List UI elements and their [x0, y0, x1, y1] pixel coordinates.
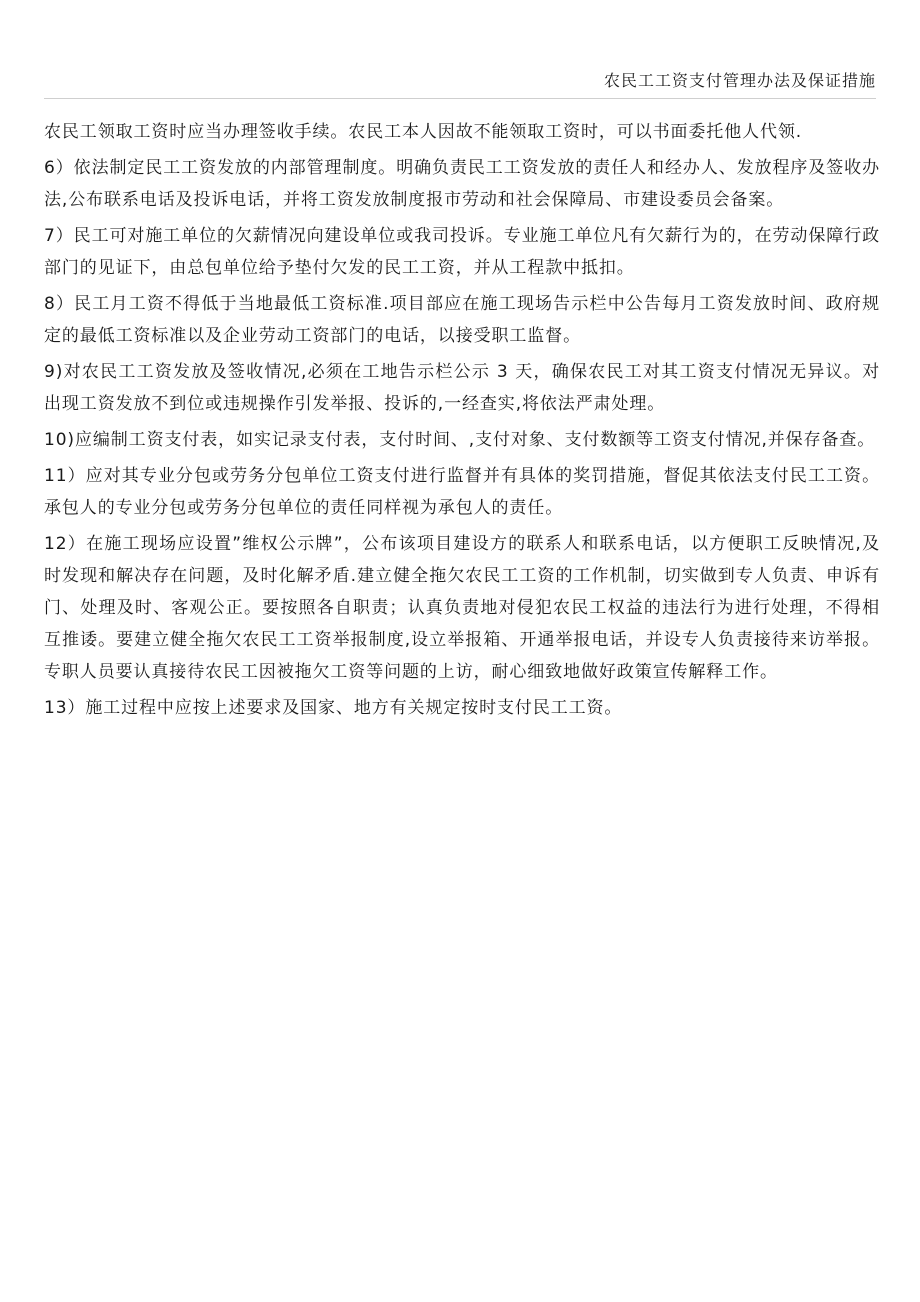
document-header-title: 农民工工资支付管理办法及保证措施 — [603, 71, 876, 90]
paragraph-item-8: 8）民工月工资不得低于当地最低工资标准.项目部应在施工现场告示栏中公告每月工资发放时间、政府规定的最低工资标准以及企业劳动工资部门的电话，以接受职工监督。 — [44, 294, 880, 346]
paragraph-item-9: 9)对农民工工资发放及签收情况,必须在工地告示栏公示 3 天，确保农民工对其工资支付情况无异议。对出现工资发放不到位或违规操作引发举报、投诉的,一经查实,将依法严肃处理。 — [44, 362, 880, 414]
document-body — [44, 116, 880, 728]
paragraph-item-12: 12）在施工现场应设置”维权公示牌”，公布该项目建设方的联系人和联系电话，以方便职工反映情况,及时发现和解决存在问题，及时化解矛盾.建立健全拖欠农民工工资的工作机制，切实做到专人负责、申诉有门、处理及时、客观公正。要按照各自职责；认真负责地对侵犯农民工权益的违法行为进行处理，不得相互推诿。要建立健全拖欠农民工工资举报制度,设立举报箱、开通举报电话，并设专人负责接待来访举报。专职人员要认真接待农民工因被拖欠工资等问题的上访，耐心细致地做好政策宣传解释工作。 — [44, 534, 880, 682]
paragraph-item-7: 7）民工可对施工单位的欠薪情况向建设单位或我司投诉。专业施工单位凡有欠薪行为的，在劳动保障行政部门的见证下，由总包单位给予垫付欠发的民工工资，并从工程款中抵扣。 — [44, 226, 880, 278]
paragraph-item-11: 11）应对其专业分包或劳务分包单位工资支付进行监督并有具体的奖罚措施，督促其依法支付民工工资。承包人的专业分包或劳务分包单位的责任同样视为承包人的责任。 — [44, 466, 880, 518]
paragraph-intro: 农民工领取工资时应当办理签收手续。农民工本人因故不能领取工资时，可以书面委托他人代领. — [44, 122, 803, 142]
paragraph-item-13: 13）施工过程中应按上述要求及国家、地方有关规定按时支付民工工资。 — [44, 698, 623, 718]
paragraph-item-10: 10)应编制工资支付表，如实记录支付表，支付时间、,支付对象、支付数额等工资支付情况,并保存备查。 — [44, 430, 876, 450]
header-divider — [44, 98, 876, 99]
paragraph-item-6: 6）依法制定民工工资发放的内部管理制度。明确负责民工工资发放的责任人和经办人、发放程序及签收办法,公布联系电话及投诉电话，并将工资发放制度报市劳动和社会保障局、市建设委员会备案。 — [44, 158, 880, 210]
